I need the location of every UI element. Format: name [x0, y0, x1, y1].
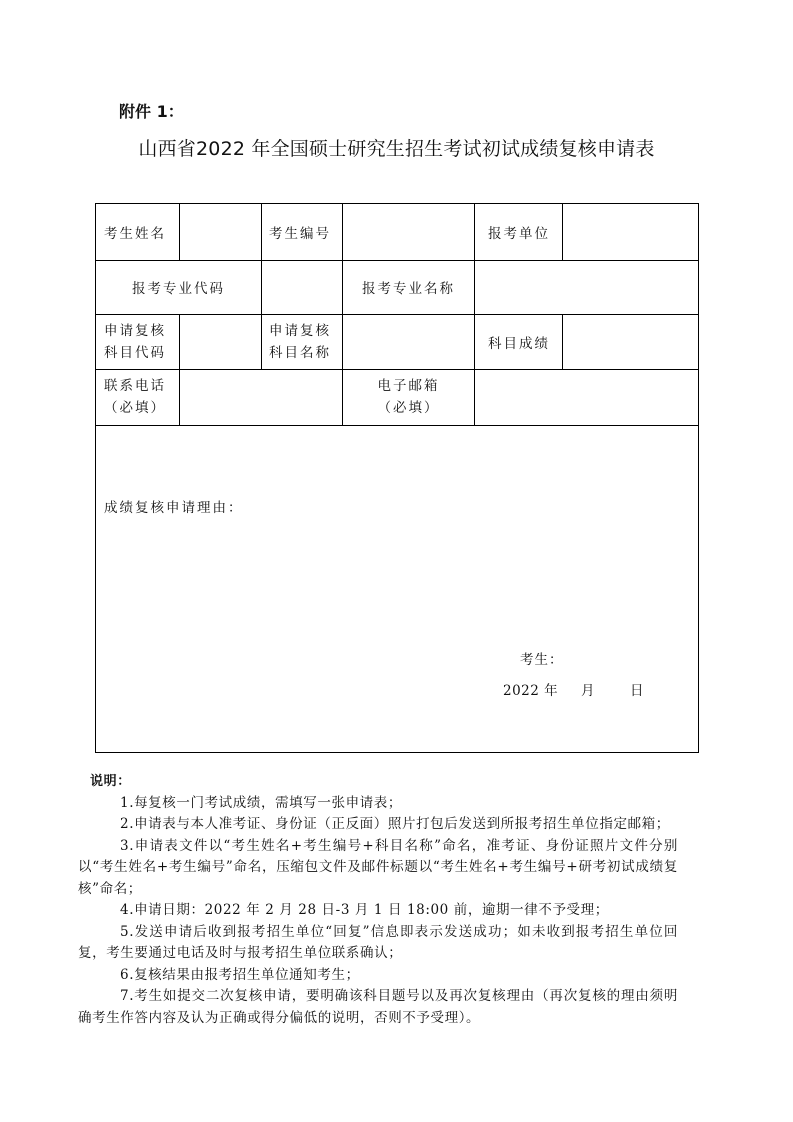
- major-name-field[interactable]: [475, 260, 698, 314]
- major-code-field[interactable]: [262, 260, 342, 314]
- unit-field[interactable]: [563, 204, 698, 260]
- notes-label: 说明：: [90, 774, 131, 789]
- reason-textarea[interactable]: [96, 425, 698, 752]
- date-month: 月: [581, 683, 597, 699]
- note-item: 1.每复核一门考试成绩，需填写一张申请表；: [120, 794, 402, 811]
- phone-label: 联系电话 （必填）: [104, 378, 166, 416]
- note-item: 6.复核结果由报考招生单位通知考生；: [120, 966, 360, 983]
- email-label: 电子邮箱 （必填）: [377, 378, 440, 416]
- major-code-label: 报考专业代码: [132, 281, 225, 297]
- email-field[interactable]: [475, 369, 698, 425]
- notes-section: [78, 771, 678, 1029]
- date-day: 日: [630, 683, 646, 699]
- signature-label: 考生：: [520, 652, 564, 668]
- name-field[interactable]: [180, 204, 261, 260]
- subject-code-field[interactable]: [180, 314, 261, 369]
- reason-label: 成绩复核申请理由：: [104, 500, 244, 516]
- attachment-label: 附件 1：: [119, 102, 184, 121]
- name-label: 考生姓名: [104, 226, 166, 242]
- phone-field[interactable]: [180, 369, 342, 425]
- note-item: 7.考生如提交二次复核申请，要明确该科目题号以及再次复核理由（再次复核的理由须明确考生作答内容及认为正确或得分偏低的说明，否则不予受理）。: [78, 988, 678, 1026]
- application-form-table: [95, 203, 699, 753]
- date-year: 2022 年: [503, 683, 559, 699]
- note-item: 3.申请表文件以“考生姓名+考生编号+科目名称”命名，准考证、身份证照片文件分别以“考生姓名+考生编号”命名，压缩包文件及邮件标题以“考生姓名+考生编号+研考初试成绩复核”命名；: [78, 837, 678, 897]
- score-field[interactable]: [563, 314, 698, 369]
- exam-no-label: 考生编号: [269, 226, 331, 242]
- subject-name-field[interactable]: [343, 314, 474, 369]
- major-name-label: 报考专业名称: [362, 281, 455, 297]
- note-item: 4.申请日期：2022 年 2 月 28 日-3 月 1 日 18:00 前，逾期一律不予受理；: [120, 902, 609, 918]
- score-label: 科目成绩: [488, 335, 550, 352]
- exam-no-field[interactable]: [343, 204, 474, 260]
- subject-name-label: 申请复核 科目名称: [269, 322, 331, 361]
- col-divider: [261, 314, 262, 369]
- page-title: 山西省2022 年全国硕士研究生招生考试初试成绩复核申请表: [138, 138, 655, 160]
- note-item: 2.申请表与本人准考证、身份证（正反面）照片打包后发送到所报考招生单位指定邮箱；: [120, 816, 670, 832]
- col-divider: [261, 204, 262, 260]
- subject-code-label: 申请复核 科目代码: [104, 322, 166, 361]
- unit-label: 报考单位: [488, 226, 550, 242]
- note-item: 5.发送申请后收到报考招生单位“回复”信息即表示发送成功；如未收到报考招生单位回复，考生要通过电话及时与报考招生单位联系确认；: [78, 923, 678, 961]
